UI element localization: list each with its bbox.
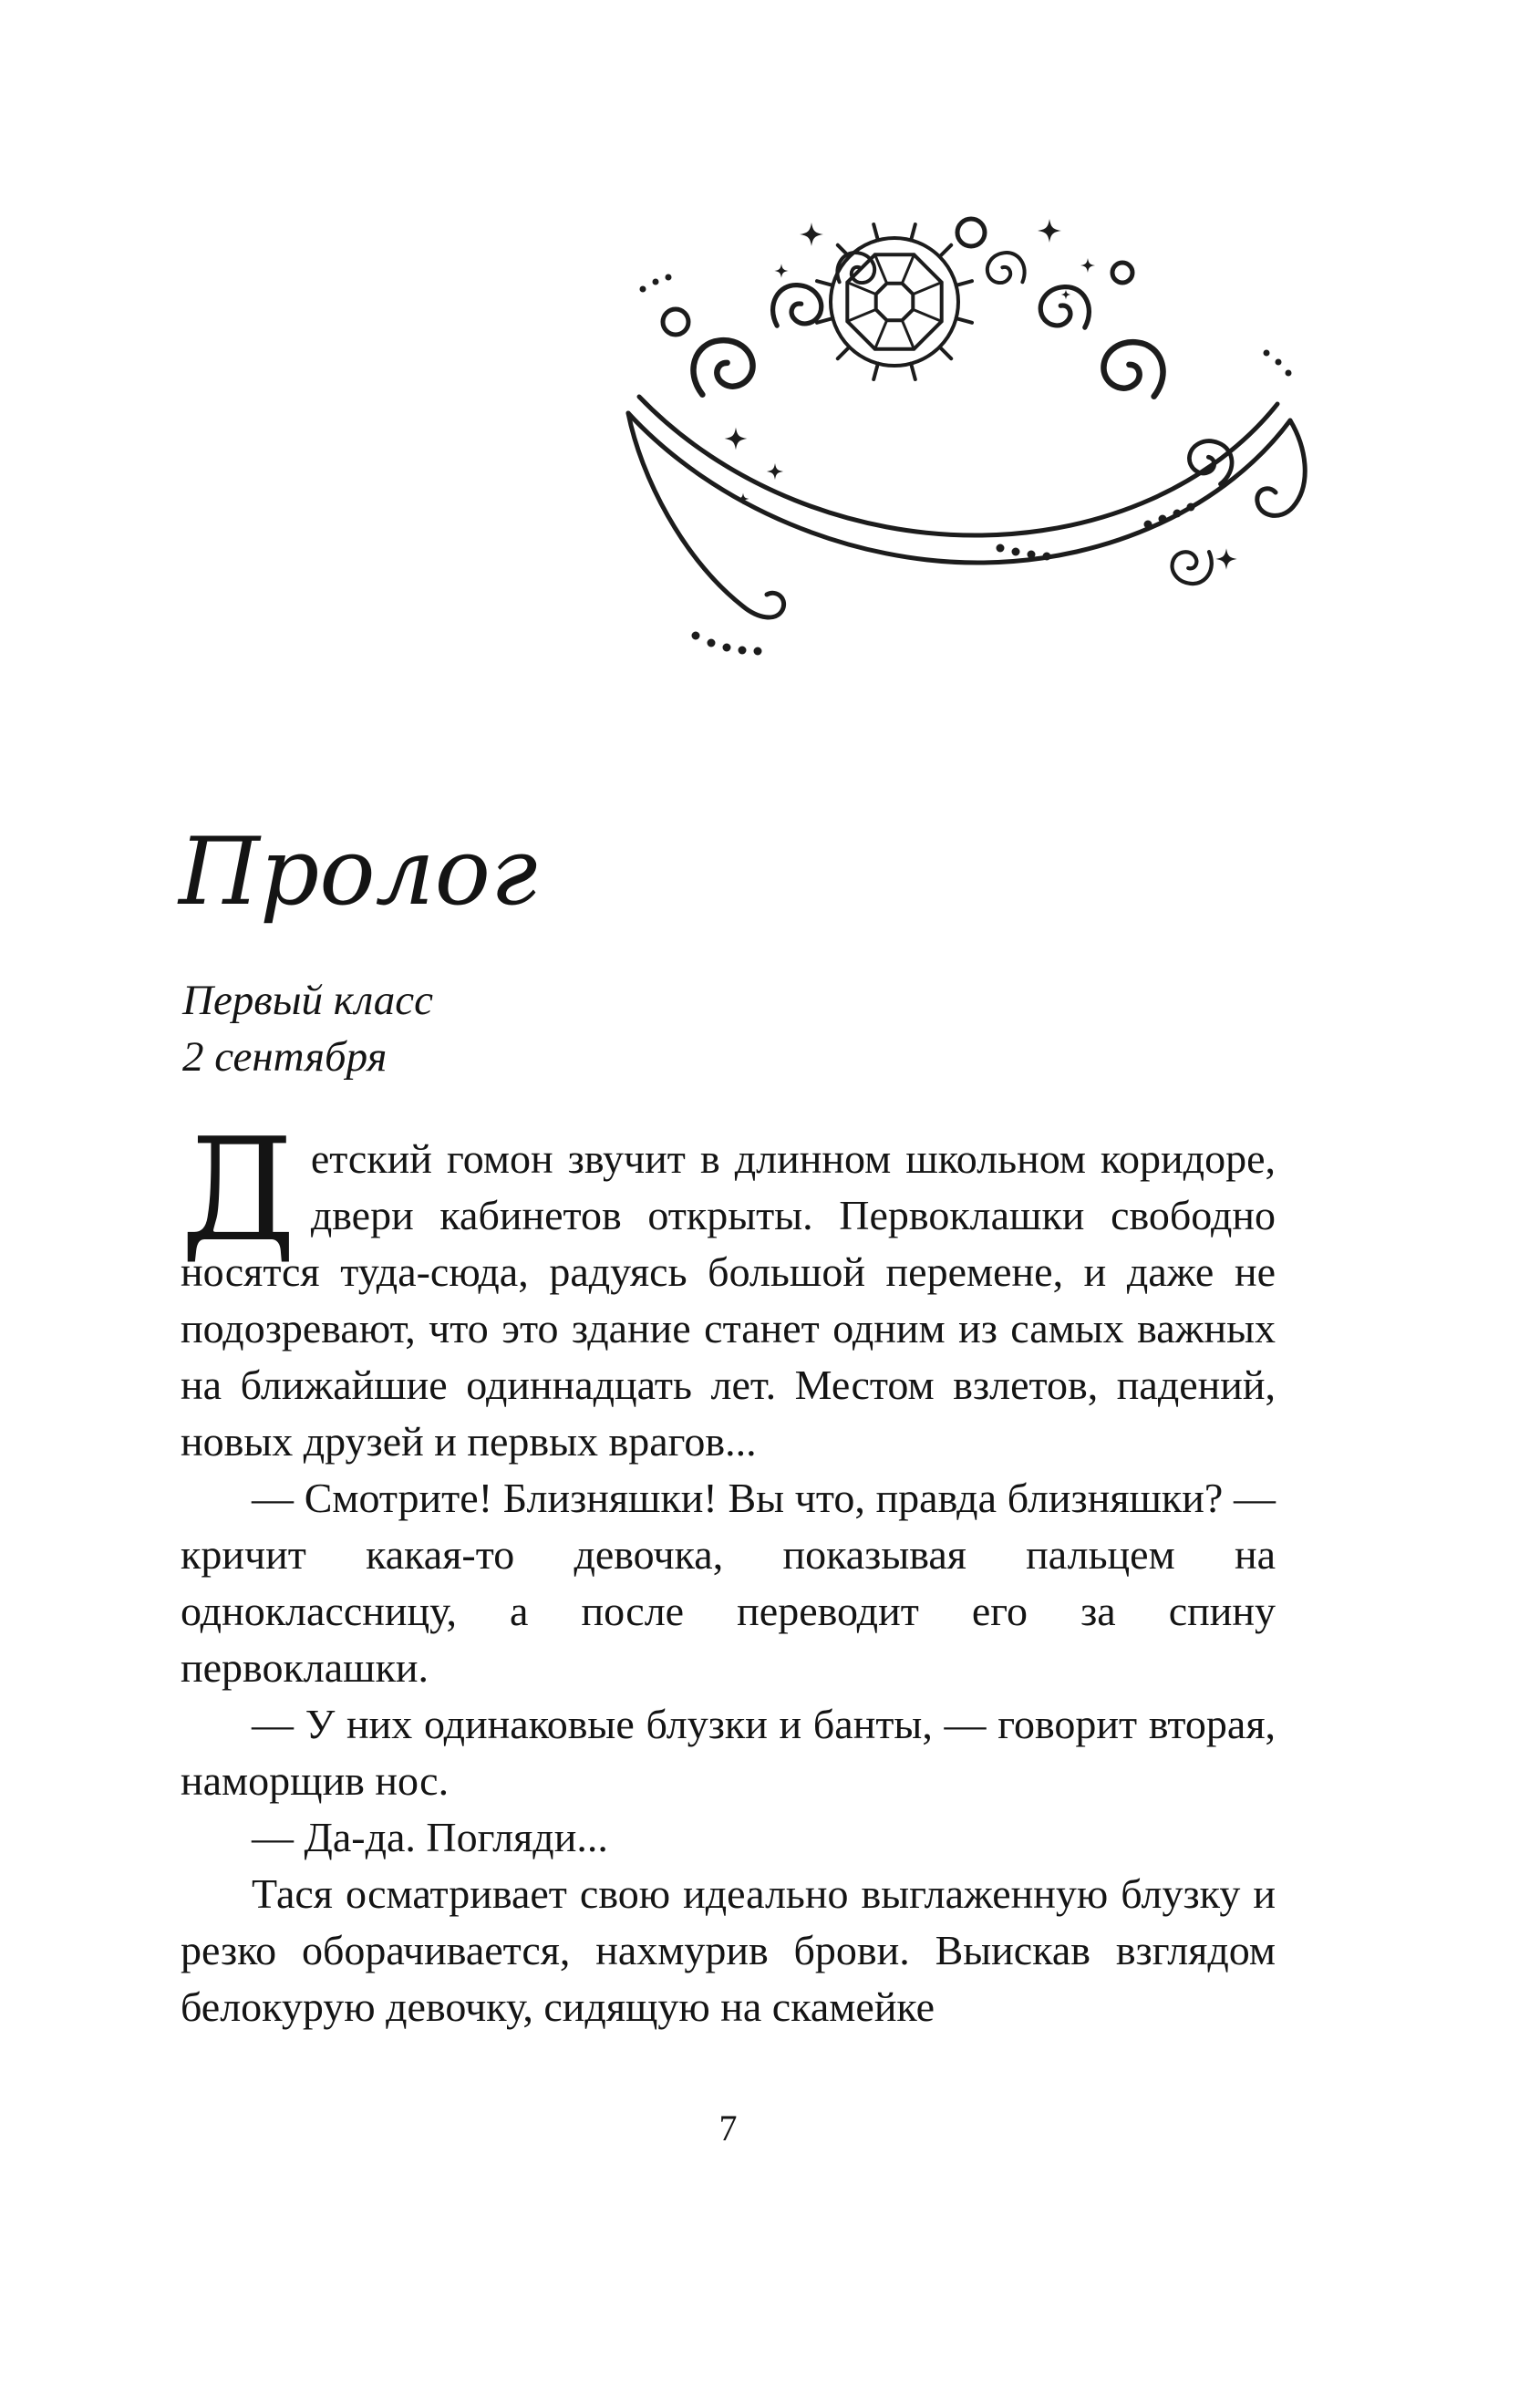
- paragraph-opening-text: етский гомон звучит в длинном школьном коридоре, двери кабинетов открыты. Первоклашки свободно носятся туда-сюда, радуясь большой перемене, и даже не подозревают, что это здание станет одним из самых важных на ближайшие одиннадцать лет. Местом взлетов, падений, новых друзей и первых врагов...: [181, 1135, 1276, 1465]
- tiara-bead-center: [957, 219, 985, 246]
- tiara-gem: [817, 224, 972, 379]
- tiara-bead-left: [663, 309, 688, 335]
- tiara-bead-right: [1112, 263, 1132, 283]
- chapter-subtitle: [182, 972, 433, 1085]
- subtitle-date-line: 2 сентября: [182, 1033, 388, 1081]
- paragraph-narrative: Тася осматривает свою идеально выглаженную блузку и резко оборачивается, нахмурив брови. Выискав взглядом белокурую девочку, сидящую на скамейке: [181, 1870, 1276, 2030]
- page-number: 7: [718, 2107, 738, 2149]
- subtitle-class-line: Первый класс: [182, 977, 434, 1024]
- paragraph-opening: [181, 1107, 1276, 1470]
- tiara-band-bottom-edge: [628, 413, 1290, 563]
- paragraph-dialogue-1: — Смотрите! Близняшки! Вы что, правда близняшки? — кричит какая-то девочка, показывая пальцем на одноклассницу, а после переводит его за спину первоклашки.: [181, 1475, 1276, 1691]
- paragraph-dialogue-2: — У них одинаковые блузки и банты, — говорит вторая, наморщив нос.: [181, 1701, 1276, 1804]
- tiara-illustration: [588, 187, 1318, 666]
- tiara-gem-rays: [817, 224, 972, 379]
- chapter-title: Пролог: [179, 818, 538, 927]
- body-text: [181, 1107, 1276, 2035]
- tiara-band-left-tip: [628, 413, 784, 617]
- paragraph-dialogue-3: — Да-да. Погляди...: [252, 1814, 608, 1860]
- dropcap-letter: Д: [181, 1107, 296, 1273]
